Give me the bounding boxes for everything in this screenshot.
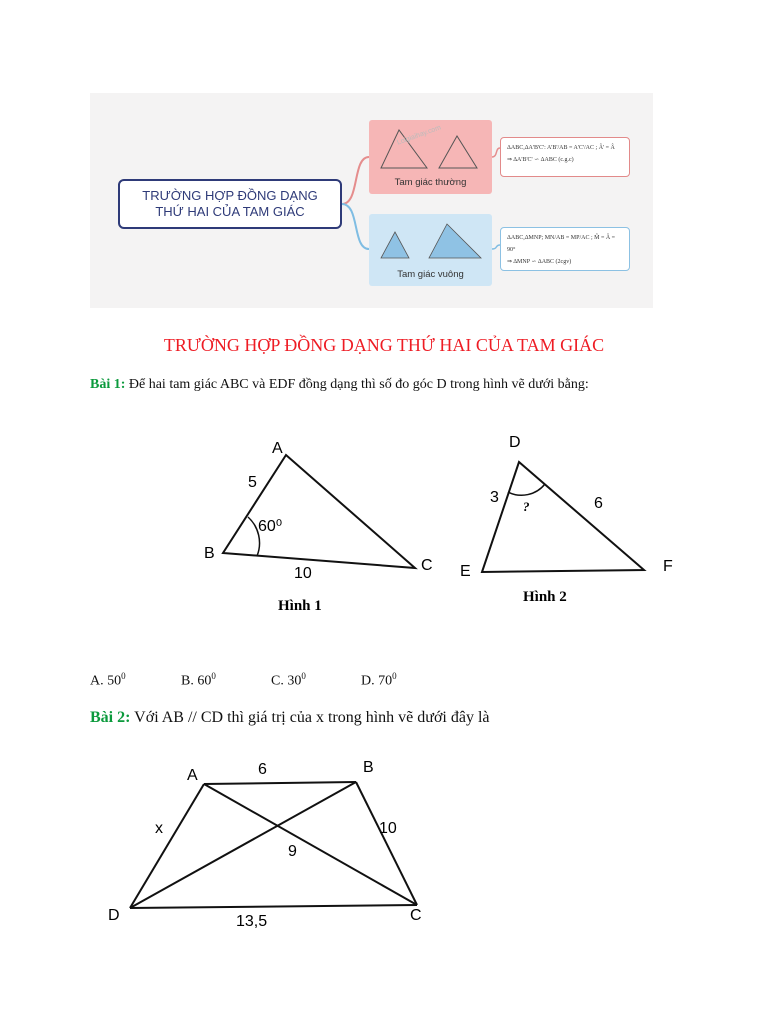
trap-B: B bbox=[363, 759, 374, 776]
case1-formula-line1: ΔABC,ΔA'B'C': A'B'/AB = A'C'/AC ; Â' = Â bbox=[507, 145, 615, 151]
bai1-label: Bài 1: bbox=[90, 377, 126, 392]
case2-formula-line2: ⇒ ΔMNP ∽ ΔABC (2cgv) bbox=[507, 259, 572, 265]
answer-a-deg: 0 bbox=[121, 671, 126, 681]
case2-label: Tam giác vuông bbox=[397, 269, 464, 280]
answer-b-text: B. 60 bbox=[181, 673, 212, 689]
case1-formula-line2: ⇒ ΔA'B'C' ∽ ΔABC (c.g.c) bbox=[507, 157, 574, 163]
answer-c-deg: 0 bbox=[301, 671, 306, 681]
case2-formula-line1: ΔABC,ΔMNP; MN/AB = MP/AC ; M̂ = Â = 90° bbox=[507, 235, 616, 253]
answer-a-text: A. 50 bbox=[90, 673, 122, 689]
fig2-D: D bbox=[509, 434, 521, 451]
fig1-side-BC: 10 bbox=[294, 565, 312, 582]
figure-1 bbox=[190, 430, 450, 620]
fig1-C: C bbox=[421, 557, 433, 574]
fig2-angle-D: ? bbox=[523, 499, 530, 514]
node-right-triangle bbox=[369, 214, 492, 286]
bai2-question bbox=[90, 709, 490, 727]
answer-b-deg: 0 bbox=[211, 671, 216, 681]
answer-d-text: D. 70 bbox=[361, 673, 393, 689]
page-title: TRƯỜNG HỢP ĐỒNG DẠNG THỨ HAI CỦA TAM GIÁC bbox=[163, 335, 605, 355]
trap-BC-length: 10 bbox=[379, 820, 397, 837]
fig2-E: E bbox=[460, 563, 471, 580]
bai1-text: Để hai tam giác ABC và EDF đồng dạng thì số đo góc D trong hình vẽ dưới bằng: bbox=[128, 377, 589, 392]
trap-OC-length: 9 bbox=[288, 843, 297, 860]
trap-AD-length: x bbox=[155, 820, 163, 837]
trap-D: D bbox=[108, 907, 120, 924]
trap-C: C bbox=[410, 907, 422, 924]
root-line-2: THỨ HAI CỦA TAM GIÁC bbox=[155, 204, 305, 219]
fig1-side-AB: 5 bbox=[248, 474, 257, 491]
fig2-F: F bbox=[663, 558, 673, 575]
answer-c[interactable] bbox=[271, 671, 306, 690]
bai1-answers bbox=[90, 671, 490, 691]
fig1-B: B bbox=[204, 545, 215, 562]
figure-2 bbox=[450, 425, 685, 615]
fig1-angle-B: 60⁰ bbox=[258, 518, 283, 535]
mindmap-root bbox=[118, 179, 342, 229]
case1-formula bbox=[500, 137, 630, 177]
bai2-text: Với AB // CD thì giá trị của x trong hình vẽ dưới đây là bbox=[134, 709, 490, 726]
bai1-question bbox=[90, 377, 589, 393]
fig1-A: A bbox=[272, 440, 283, 457]
fig2-side-DF: 6 bbox=[594, 495, 603, 512]
answer-d-deg: 0 bbox=[392, 671, 397, 681]
fig2-side-DE: 3 bbox=[490, 489, 499, 506]
answer-d[interactable] bbox=[361, 671, 397, 690]
trap-DC-length: 13,5 bbox=[236, 913, 268, 930]
trap-AB-length: 6 bbox=[258, 761, 267, 778]
figure-trapezoid bbox=[100, 750, 440, 940]
answer-c-text: C. 30 bbox=[271, 673, 302, 689]
case2-formula bbox=[500, 227, 630, 271]
case1-label: Tam giác thường bbox=[394, 177, 467, 188]
bai2-label: Bài 2: bbox=[90, 709, 131, 726]
answer-a[interactable] bbox=[90, 671, 126, 690]
watermark: Loigiaihay.com bbox=[396, 124, 442, 147]
root-line-1: TRƯỜNG HỢP ĐỒNG DẠNG bbox=[142, 188, 318, 203]
trap-A: A bbox=[187, 767, 198, 784]
fig2-caption: Hình 2 bbox=[523, 589, 567, 605]
fig1-caption: Hình 1 bbox=[278, 598, 322, 614]
right-triangles-icon bbox=[369, 214, 492, 264]
answer-b[interactable] bbox=[181, 671, 216, 690]
